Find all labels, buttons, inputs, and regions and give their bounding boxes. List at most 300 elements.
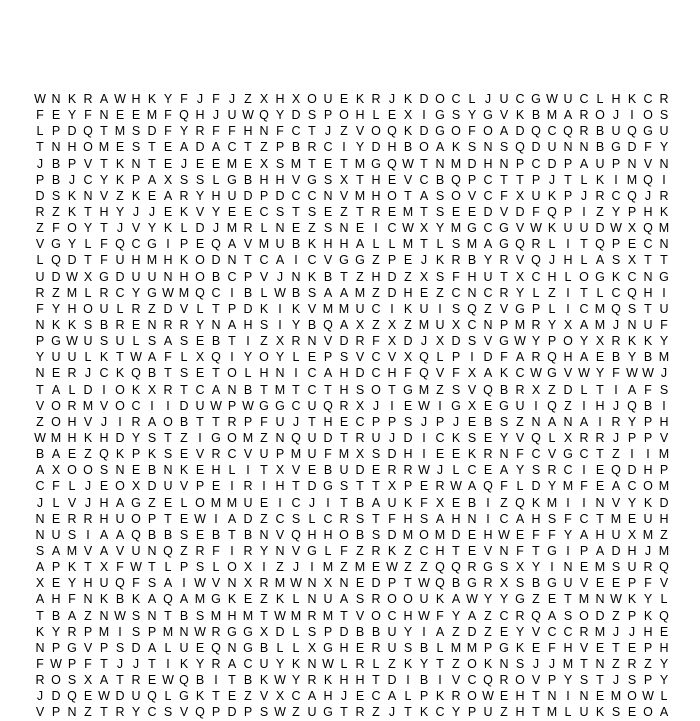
grid-letter[interactable]: U — [259, 656, 269, 671]
grid-letter[interactable]: X — [275, 334, 285, 349]
grid-letter[interactable]: E — [547, 592, 557, 607]
grid-letter[interactable]: S — [467, 334, 477, 349]
grid-letter[interactable]: E — [211, 479, 221, 494]
grid-letter[interactable]: A — [419, 188, 429, 203]
grid-letter[interactable]: Z — [116, 188, 124, 203]
grid-letter[interactable]: G — [643, 124, 653, 139]
grid-letter[interactable]: T — [532, 543, 540, 558]
grid-letter[interactable]: J — [292, 414, 300, 429]
grid-letter[interactable]: X — [259, 156, 269, 171]
grid-letter[interactable]: J — [308, 495, 316, 510]
grid-letter[interactable]: Y — [531, 560, 541, 575]
grid-letter[interactable]: Y — [419, 656, 429, 671]
grid-letter[interactable]: J — [612, 624, 620, 639]
grid-letter[interactable]: D — [147, 124, 157, 139]
grid-letter[interactable]: G — [483, 560, 493, 575]
grid-letter[interactable]: V — [35, 237, 45, 252]
grid-letter[interactable]: T — [228, 673, 236, 688]
grid-letter[interactable]: M — [642, 527, 654, 542]
grid-letter[interactable]: S — [467, 430, 477, 445]
grid-letter[interactable]: V — [403, 172, 413, 187]
grid-letter[interactable]: J — [132, 656, 140, 671]
grid-letter[interactable]: M — [562, 656, 574, 671]
grid-letter[interactable]: E — [179, 447, 189, 462]
grid-letter[interactable]: B — [323, 463, 333, 478]
grid-letter[interactable]: U — [579, 705, 589, 720]
grid-letter[interactable]: E — [595, 689, 605, 704]
grid-letter[interactable]: Q — [147, 689, 157, 704]
grid-letter[interactable]: O — [51, 414, 61, 429]
grid-letter[interactable]: F — [212, 543, 220, 558]
grid-letter[interactable]: H — [387, 366, 397, 381]
grid-letter[interactable]: W — [98, 689, 110, 704]
grid-letter[interactable]: O — [339, 108, 349, 123]
grid-letter[interactable]: T — [356, 172, 364, 187]
grid-letter[interactable]: M — [450, 156, 462, 171]
grid-letter[interactable]: D — [163, 301, 173, 316]
grid-letter[interactable]: I — [438, 673, 442, 688]
grid-letter[interactable]: T — [84, 204, 92, 219]
grid-letter[interactable]: N — [339, 576, 349, 591]
grid-letter[interactable]: K — [547, 188, 557, 203]
grid-letter[interactable]: T — [164, 430, 172, 445]
grid-letter[interactable]: P — [611, 237, 621, 252]
grid-letter[interactable]: O — [83, 140, 93, 155]
grid-letter[interactable]: O — [195, 495, 205, 510]
grid-letter[interactable]: R — [67, 366, 77, 381]
grid-letter[interactable]: T — [260, 382, 268, 397]
grid-letter[interactable]: G — [499, 334, 509, 349]
grid-letter[interactable]: G — [531, 92, 541, 106]
grid-letter[interactable]: E — [243, 156, 253, 171]
grid-letter[interactable]: M — [418, 317, 430, 332]
grid-letter[interactable]: U — [387, 495, 397, 510]
grid-letter[interactable]: E — [531, 640, 541, 655]
grid-letter[interactable]: Y — [627, 495, 637, 510]
grid-letter[interactable]: N — [499, 447, 509, 462]
grid-letter[interactable]: O — [643, 108, 653, 123]
grid-letter[interactable]: Z — [484, 624, 492, 639]
grid-letter[interactable]: J — [532, 656, 540, 671]
grid-letter[interactable]: B — [211, 334, 221, 349]
grid-letter[interactable]: Z — [452, 656, 460, 671]
grid-letter[interactable]: V — [179, 705, 189, 720]
grid-letter[interactable]: E — [339, 92, 349, 106]
grid-letter[interactable]: P — [387, 576, 397, 591]
grid-letter[interactable]: Y — [131, 430, 141, 445]
grid-letter[interactable]: I — [566, 495, 570, 510]
grid-letter[interactable]: V — [387, 350, 397, 365]
grid-letter[interactable]: E — [115, 108, 125, 123]
grid-letter[interactable]: S — [291, 511, 301, 526]
grid-letter[interactable]: C — [579, 301, 589, 316]
grid-letter[interactable]: F — [212, 92, 220, 106]
grid-letter[interactable]: W — [610, 221, 622, 236]
grid-letter[interactable]: K — [643, 495, 653, 510]
grid-letter[interactable]: O — [115, 382, 125, 397]
grid-letter[interactable]: M — [226, 156, 238, 171]
grid-letter[interactable]: T — [660, 253, 668, 268]
grid-letter[interactable]: C — [467, 317, 477, 332]
grid-letter[interactable]: V — [611, 495, 621, 510]
grid-letter[interactable]: Q — [659, 560, 669, 575]
grid-letter[interactable]: V — [355, 608, 365, 623]
grid-letter[interactable]: F — [116, 560, 124, 575]
grid-letter[interactable]: G — [179, 689, 189, 704]
grid-letter[interactable]: U — [563, 576, 573, 591]
grid-letter[interactable]: M — [402, 527, 414, 542]
grid-letter[interactable]: V — [579, 640, 589, 655]
grid-letter[interactable]: E — [659, 624, 669, 639]
grid-letter[interactable]: Q — [435, 576, 445, 591]
grid-letter[interactable]: C — [35, 479, 45, 494]
grid-letter[interactable]: H — [163, 253, 173, 268]
grid-letter[interactable]: D — [307, 479, 317, 494]
grid-letter[interactable]: X — [259, 624, 269, 639]
grid-letter[interactable]: Z — [356, 543, 364, 558]
grid-letter[interactable]: N — [563, 414, 573, 429]
grid-letter[interactable]: S — [323, 221, 333, 236]
grid-letter[interactable]: V — [659, 430, 669, 445]
grid-letter[interactable]: G — [243, 624, 253, 639]
grid-letter[interactable]: A — [147, 592, 157, 607]
grid-letter[interactable]: G — [211, 592, 221, 607]
grid-letter[interactable]: G — [547, 576, 557, 591]
grid-letter[interactable]: P — [147, 624, 157, 639]
grid-letter[interactable]: C — [451, 285, 461, 300]
grid-letter[interactable]: W — [402, 221, 414, 236]
grid-letter[interactable]: Q — [531, 124, 541, 139]
grid-letter[interactable]: O — [371, 124, 381, 139]
grid-letter[interactable]: V — [515, 221, 525, 236]
grid-letter[interactable]: V — [115, 543, 125, 558]
grid-letter[interactable]: H — [131, 253, 141, 268]
grid-letter[interactable]: B — [643, 398, 653, 413]
grid-letter[interactable]: G — [563, 447, 573, 462]
grid-letter[interactable]: Z — [452, 624, 460, 639]
grid-letter[interactable]: Z — [356, 269, 364, 284]
grid-letter[interactable]: R — [467, 560, 477, 575]
grid-letter[interactable]: R — [547, 463, 557, 478]
grid-letter[interactable]: O — [387, 188, 397, 203]
grid-letter[interactable]: Q — [131, 366, 141, 381]
grid-letter[interactable]: S — [467, 140, 477, 155]
grid-letter[interactable]: X — [403, 108, 413, 123]
grid-letter[interactable]: F — [212, 124, 220, 139]
grid-letter[interactable]: F — [68, 592, 76, 607]
grid-letter[interactable]: C — [307, 366, 317, 381]
grid-letter[interactable]: Z — [500, 705, 508, 720]
grid-letter[interactable]: E — [595, 479, 605, 494]
grid-letter[interactable]: Q — [595, 237, 605, 252]
grid-letter[interactable]: B — [355, 495, 365, 510]
grid-letter[interactable]: R — [291, 334, 301, 349]
grid-letter[interactable]: C — [467, 463, 477, 478]
grid-letter[interactable]: N — [499, 656, 509, 671]
grid-letter[interactable]: Z — [148, 301, 156, 316]
grid-letter[interactable]: R — [307, 608, 317, 623]
grid-letter[interactable]: K — [131, 188, 141, 203]
grid-letter[interactable]: F — [516, 447, 524, 462]
grid-letter[interactable]: I — [566, 301, 570, 316]
grid-letter[interactable]: A — [579, 156, 589, 171]
grid-letter[interactable]: Y — [563, 673, 573, 688]
grid-letter[interactable]: B — [243, 382, 253, 397]
grid-letter[interactable]: N — [131, 156, 141, 171]
grid-letter[interactable]: P — [451, 350, 461, 365]
grid-letter[interactable]: I — [438, 398, 442, 413]
grid-letter[interactable]: T — [164, 608, 172, 623]
grid-letter[interactable]: N — [147, 543, 157, 558]
grid-letter[interactable]: A — [339, 592, 349, 607]
grid-letter[interactable]: G — [243, 640, 253, 655]
grid-letter[interactable]: E — [131, 108, 141, 123]
grid-letter[interactable]: F — [420, 495, 428, 510]
grid-letter[interactable]: U — [115, 334, 125, 349]
grid-letter[interactable]: L — [436, 350, 444, 365]
grid-letter[interactable]: U — [131, 689, 141, 704]
grid-letter[interactable]: E — [163, 204, 173, 219]
grid-letter[interactable]: W — [418, 398, 430, 413]
grid-letter[interactable]: C — [627, 479, 637, 494]
grid-letter[interactable]: I — [566, 285, 570, 300]
grid-letter[interactable]: O — [467, 689, 477, 704]
grid-letter[interactable]: J — [132, 204, 140, 219]
grid-letter[interactable]: X — [323, 576, 333, 591]
grid-letter[interactable]: A — [499, 124, 509, 139]
grid-letter[interactable]: K — [387, 543, 397, 558]
grid-letter[interactable]: N — [307, 656, 317, 671]
grid-letter[interactable]: B — [483, 414, 493, 429]
grid-letter[interactable]: M — [434, 527, 446, 542]
grid-letter[interactable]: C — [115, 285, 125, 300]
grid-letter[interactable]: B — [163, 527, 173, 542]
grid-letter[interactable]: R — [611, 414, 621, 429]
grid-letter[interactable]: Q — [515, 237, 525, 252]
grid-letter[interactable]: G — [403, 382, 413, 397]
grid-letter[interactable]: N — [35, 527, 45, 542]
grid-letter[interactable]: J — [580, 188, 588, 203]
grid-letter[interactable]: E — [115, 140, 125, 155]
grid-letter[interactable]: S — [163, 447, 173, 462]
grid-letter[interactable]: Q — [547, 398, 557, 413]
grid-letter[interactable]: G — [515, 592, 525, 607]
grid-letter[interactable]: I — [278, 495, 282, 510]
grid-letter[interactable]: R — [131, 414, 141, 429]
grid-letter[interactable]: R — [499, 673, 509, 688]
grid-letter[interactable]: Y — [275, 656, 285, 671]
grid-letter[interactable]: T — [100, 156, 108, 171]
grid-letter[interactable]: I — [566, 237, 570, 252]
grid-letter[interactable]: N — [323, 188, 333, 203]
grid-letter[interactable]: Q — [419, 350, 429, 365]
grid-letter[interactable]: M — [658, 350, 670, 365]
grid-letter[interactable]: X — [275, 689, 285, 704]
grid-letter[interactable]: E — [371, 560, 381, 575]
grid-letter[interactable]: V — [643, 156, 653, 171]
grid-letter[interactable]: R — [371, 92, 381, 106]
grid-letter[interactable]: D — [243, 188, 253, 203]
grid-letter[interactable]: Y — [83, 221, 93, 236]
grid-letter[interactable]: E — [467, 414, 477, 429]
grid-letter[interactable]: I — [630, 108, 634, 123]
grid-letter[interactable]: W — [402, 156, 414, 171]
grid-letter[interactable]: K — [131, 592, 141, 607]
grid-letter[interactable]: U — [483, 705, 493, 720]
grid-letter[interactable]: W — [530, 366, 542, 381]
grid-letter[interactable]: K — [403, 301, 413, 316]
grid-letter[interactable]: G — [323, 479, 333, 494]
grid-letter[interactable]: R — [115, 317, 125, 332]
grid-letter[interactable]: F — [164, 124, 172, 139]
grid-letter[interactable]: T — [116, 350, 124, 365]
grid-letter[interactable]: W — [418, 463, 430, 478]
grid-letter[interactable]: Z — [180, 430, 188, 445]
grid-letter[interactable]: M — [466, 640, 478, 655]
grid-letter[interactable]: M — [226, 495, 238, 510]
grid-letter[interactable]: M — [290, 447, 302, 462]
grid-letter[interactable]: P — [531, 301, 541, 316]
grid-letter[interactable]: L — [84, 285, 92, 300]
grid-letter[interactable]: E — [483, 463, 493, 478]
grid-letter[interactable]: R — [371, 592, 381, 607]
grid-letter[interactable]: G — [659, 269, 669, 284]
grid-letter[interactable]: W — [450, 479, 462, 494]
grid-letter[interactable]: B — [595, 140, 605, 155]
grid-letter[interactable]: E — [403, 398, 413, 413]
grid-letter[interactable]: O — [643, 705, 653, 720]
grid-letter[interactable]: C — [451, 92, 461, 106]
grid-letter[interactable]: V — [35, 705, 45, 720]
grid-letter[interactable]: G — [67, 640, 77, 655]
grid-letter[interactable]: V — [259, 689, 269, 704]
grid-letter[interactable]: J — [660, 366, 668, 381]
grid-letter[interactable]: Y — [547, 317, 557, 332]
grid-letter[interactable]: P — [131, 447, 141, 462]
grid-letter[interactable]: K — [115, 447, 125, 462]
grid-letter[interactable]: G — [131, 495, 141, 510]
grid-letter[interactable]: S — [611, 705, 621, 720]
grid-letter[interactable]: X — [35, 576, 45, 591]
grid-letter[interactable]: B — [531, 576, 541, 591]
grid-letter[interactable]: C — [323, 511, 333, 526]
grid-letter[interactable]: X — [435, 334, 445, 349]
grid-letter[interactable]: U — [115, 511, 125, 526]
grid-letter[interactable]: R — [355, 334, 365, 349]
grid-letter[interactable]: A — [163, 334, 173, 349]
grid-letter[interactable]: L — [388, 237, 396, 252]
grid-letter[interactable]: P — [99, 640, 109, 655]
grid-letter[interactable]: R — [579, 430, 589, 445]
grid-letter[interactable]: O — [307, 92, 317, 106]
grid-letter[interactable]: V — [243, 447, 253, 462]
grid-letter[interactable]: P — [563, 204, 573, 219]
grid-letter[interactable]: Q — [387, 124, 397, 139]
grid-letter[interactable]: R — [435, 479, 445, 494]
grid-letter[interactable]: S — [51, 188, 61, 203]
grid-letter[interactable]: A — [51, 447, 61, 462]
grid-letter[interactable]: Y — [243, 350, 253, 365]
grid-letter[interactable]: T — [212, 414, 220, 429]
grid-letter[interactable]: V — [275, 527, 285, 542]
grid-letter[interactable]: D — [659, 495, 669, 510]
grid-letter[interactable]: M — [194, 592, 206, 607]
grid-letter[interactable]: B — [371, 624, 381, 639]
grid-letter[interactable]: Z — [260, 430, 268, 445]
grid-letter[interactable]: C — [259, 253, 269, 268]
grid-letter[interactable]: D — [515, 124, 525, 139]
grid-letter[interactable]: R — [515, 608, 525, 623]
grid-letter[interactable]: J — [548, 172, 556, 187]
grid-letter[interactable]: Z — [36, 414, 44, 429]
grid-letter[interactable]: Q — [531, 430, 541, 445]
grid-letter[interactable]: T — [340, 495, 348, 510]
grid-letter[interactable]: C — [531, 447, 541, 462]
grid-letter[interactable]: Z — [340, 204, 348, 219]
grid-letter[interactable]: A — [99, 92, 109, 106]
grid-letter[interactable]: T — [500, 172, 508, 187]
grid-letter[interactable]: S — [99, 463, 109, 478]
grid-letter[interactable]: D — [195, 140, 205, 155]
grid-letter[interactable]: F — [564, 511, 572, 526]
grid-letter[interactable]: H — [67, 140, 77, 155]
grid-letter[interactable]: R — [531, 317, 541, 332]
grid-letter[interactable]: T — [340, 608, 348, 623]
grid-letter[interactable]: J — [484, 92, 492, 106]
grid-letter[interactable]: A — [163, 188, 173, 203]
grid-letter[interactable]: E — [483, 398, 493, 413]
grid-letter[interactable]: S — [147, 430, 157, 445]
grid-letter[interactable]: S — [451, 301, 461, 316]
grid-letter[interactable]: H — [451, 511, 461, 526]
grid-letter[interactable]: B — [243, 527, 253, 542]
grid-letter[interactable]: T — [356, 479, 364, 494]
grid-letter[interactable]: Q — [51, 253, 61, 268]
grid-letter[interactable]: I — [246, 463, 250, 478]
grid-letter[interactable]: F — [500, 350, 508, 365]
grid-letter[interactable]: T — [164, 366, 172, 381]
grid-letter[interactable]: C — [419, 543, 429, 558]
grid-letter[interactable]: V — [323, 253, 333, 268]
grid-letter[interactable]: A — [515, 511, 525, 526]
grid-letter[interactable]: E — [387, 172, 397, 187]
grid-letter[interactable]: E — [227, 689, 237, 704]
grid-letter[interactable]: R — [515, 382, 525, 397]
grid-letter[interactable]: U — [323, 92, 333, 106]
grid-letter[interactable]: K — [403, 656, 413, 671]
grid-letter[interactable]: Q — [115, 576, 125, 591]
grid-letter[interactable]: F — [324, 447, 332, 462]
grid-letter[interactable]: P — [435, 414, 445, 429]
grid-letter[interactable]: H — [595, 398, 605, 413]
grid-letter[interactable]: Q — [483, 479, 493, 494]
grid-letter[interactable]: M — [610, 511, 622, 526]
grid-letter[interactable]: E — [595, 576, 605, 591]
grid-letter[interactable]: N — [275, 366, 285, 381]
grid-letter[interactable]: U — [611, 527, 621, 542]
grid-letter[interactable]: H — [211, 188, 221, 203]
grid-letter[interactable]: W — [162, 673, 174, 688]
grid-letter[interactable]: H — [323, 689, 333, 704]
grid-letter[interactable]: R — [211, 624, 221, 639]
grid-letter[interactable]: E — [195, 366, 205, 381]
grid-letter[interactable]: V — [499, 204, 509, 219]
grid-letter[interactable]: K — [115, 366, 125, 381]
grid-letter[interactable]: U — [227, 108, 237, 123]
grid-letter[interactable]: A — [547, 414, 557, 429]
grid-letter[interactable]: K — [643, 334, 653, 349]
grid-letter[interactable]: K — [163, 221, 173, 236]
